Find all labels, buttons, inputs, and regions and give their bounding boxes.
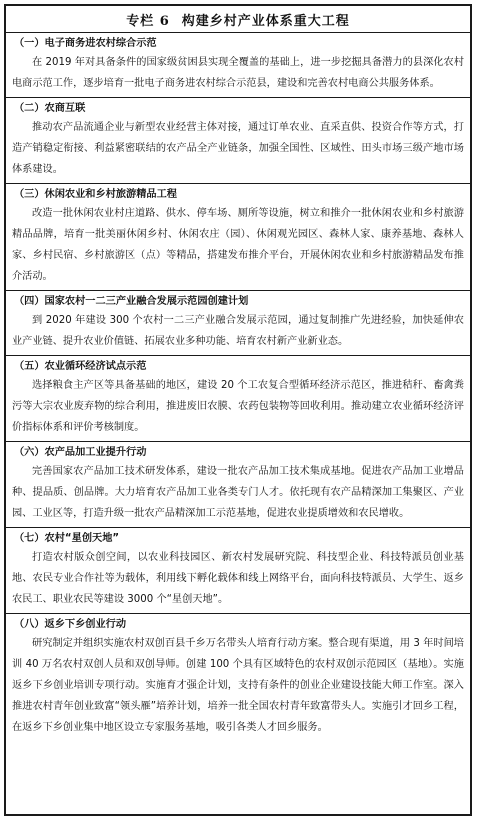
- section-return-entrepreneurship: [6, 614, 470, 741]
- section-body: 打造农村版众创空间，以农业科技园区、新农村发展研究院、科技型企业、科技特派员创业基地、农民专业合作社等为载体，利用线下孵化载体和线上网络平台，面向科技特派员、大学生、返乡农民工、职业农民等建设 3000 个“星创天地”。: [12, 552, 464, 605]
- section-body: 推动农产品流通企业与新型农业经营主体对接，通过订单农业、直采直供、投资合作等方式，打造产销稳定衔接、利益紧密联结的农产品全产业链条，加强全国性、区域性、田头市场三级产地市场体系建设。: [12, 122, 464, 175]
- section-heading: （五）农业循环经济试点示范: [14, 361, 147, 372]
- section-industry-fusion: [6, 291, 470, 356]
- section-heading: （一）电子商务进农村综合示范: [14, 38, 157, 49]
- box-number: 专栏 6: [126, 13, 170, 29]
- box-title: 构建乡村产业体系重大工程: [181, 13, 350, 29]
- section-heading: （八）返乡下乡创业行动: [14, 619, 127, 630]
- section-body: 改造一批休闲农业村庄道路、供水、停车场、厕所等设施，树立和推介一批休闲农业和乡村旅游精品品牌，培育一批美丽休闲乡村、休闲农庄（园）、休闲观光园区、森林人家、康养基地、森林人家、乡村民宿、乡村旅游区（点）等精品，搭建发布推介平台，开展休闲农业和乡村旅游精品发布推介活动。: [12, 208, 464, 282]
- section-body: 在 2019 年对具备条件的国家级贫困县实现全覆盖的基础上，进一步挖掘具备潜力的县深化农村电商示范工作，逐步培育一批电子商务进农村综合示范县，建设和完善农村电商公共服务体系。: [12, 57, 464, 89]
- section-body: 研究制定并组织实施农村双创百县千乡万名带头人培育行动方案。整合现有渠道，用 3 年时间培训 40 万名农村双创人员和双创导师。创建 100 个具有区域特色的农村双创示范园区（基地）。实施返乡下乡创业培训专项行动。实施育才强企计划，支持有条件的创业企业建设技能大师工作室。深入推进农村青年创业致富“领头雁”培养计划，培养一批全国农村青年致富带头人。实施引才回乡工程，在返乡下乡创业集中地区设立专家服务基地，吸引各类人才回乡服务。: [12, 638, 464, 733]
- section-circular-economy: [6, 356, 470, 442]
- section-heading: （三）休闲农业和乡村旅游精品工程: [14, 189, 177, 200]
- section-star-creation: [6, 528, 470, 614]
- section-processing: [6, 442, 470, 528]
- section-heading: （四）国家农村一二三产业融合发展示范园创建计划: [14, 296, 249, 307]
- section-body: 选择粮食主产区等具备基础的地区，建设 20 个工农复合型循环经济示范区，推进秸秆、畜禽粪污等大宗农业废弃物的综合利用，推进废旧农膜、农药包装物等回收利用。推动建立农业循环经济评价指标体系和评价考核制度。: [12, 380, 464, 433]
- section-ecommerce: [6, 33, 470, 98]
- box-title-bar: [6, 6, 470, 33]
- section-agri-commerce: [6, 98, 470, 184]
- section-body: 到 2020 年建设 300 个农村一二三产业融合发展示范园，通过复制推广先进经验，加快延伸农业产业链、提升农业价值链、拓展农业多种功能、培育农村新产业新业态。: [12, 315, 464, 347]
- section-heading: （二）农商互联: [14, 103, 86, 114]
- section-body: 完善国家农产品加工技术研发体系，建设一批农产品加工技术集成基地。促进农产品加工业增品种、提品质、创品牌。大力培育农产品加工业各类专门人才。依托现有农产品精深加工集聚区、产业园、工业区等，打造升级一批农产品精深加工示范基地，促进农业提质增效和农民增收。: [12, 466, 464, 519]
- section-leisure-tourism: [6, 184, 470, 291]
- feature-box: [4, 4, 472, 816]
- section-heading: （六）农产品加工业提升行动: [14, 447, 147, 458]
- section-heading: （七）农村“星创天地”: [14, 533, 120, 544]
